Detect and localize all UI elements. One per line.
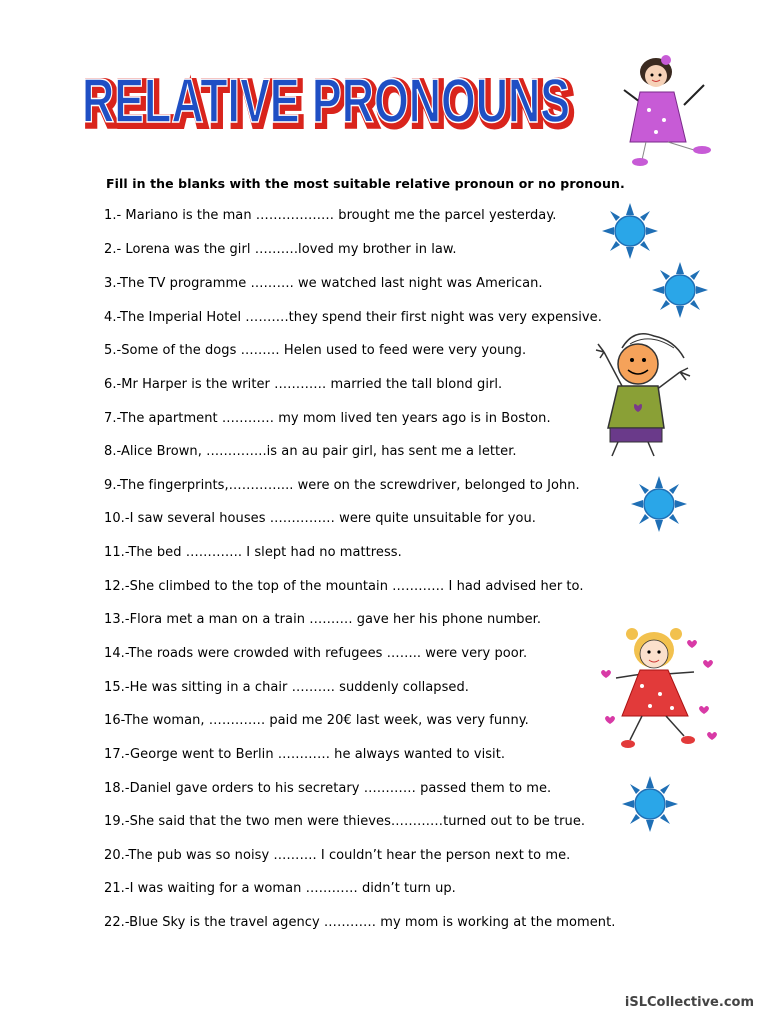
exercise-item: 13.-Flora met a man on a train ………. gave her his phone number. [104,612,542,627]
sun-icon [631,476,687,532]
exercise-item: 9.-The fingerprints,…………... were on the screwdriver, belonged to John. [104,478,580,493]
exercise-item: 15.-He was sitting in a chair ………. suddenly collapsed. [104,680,469,695]
exercise-item: 4.-The Imperial Hotel ……….they spend their first night was very expensive. [104,310,602,325]
exercise-item: 12.-She climbed to the top of the mountain ………… I had advised her to. [104,579,584,594]
exercise-item: 10.-I saw several houses …………… were quite unsuitable for you. [104,511,536,526]
exercise-item: 18.-Daniel gave orders to his secretary ………… passed them to me. [104,781,552,796]
girl-red-dress-hearts-illustration [596,622,722,754]
exercise-item: 16-The woman, …………. paid me 20€ last week, was very funny. [104,713,529,728]
title-text-front: RELATIVE PRONOUNS [82,67,570,136]
exercise-item: 6.-Mr Harper is the writer ………… married the tall blond girl. [104,377,503,392]
sun-icon [602,203,658,259]
exercise-item: 2.- Lorena was the girl ……….loved my brother in law. [104,242,457,257]
worksheet-title [76,52,576,138]
exercise-item: 14.-The roads were crowded with refugees …….. were very poor. [104,646,528,661]
title-text: RELATIVE PRONOUNS [85,70,573,138]
exercise-item: 17.-George went to Berlin ………… he always wanted to visit. [104,747,506,762]
instructions-text: Fill in the blanks with the most suitable relative pronoun or no pronoun. [106,176,625,191]
girl-purple-dress-illustration [604,50,724,170]
exercise-item: 21.-I was waiting for a woman ………… didn’t turn up. [104,881,456,896]
site-watermark: iSLCollective.com [624,995,754,1010]
exercise-item: 8.-Alice Brown, …………..is an au pair girl, has sent me a letter. [104,444,517,459]
exercise-item: 7.-The apartment ………… my mom lived ten years ago is in Boston. [104,411,551,426]
boy-green-shirt-illustration [594,328,694,458]
exercise-item: 3.-The TV programme ………. we watched last night was American. [104,276,543,291]
exercise-item: 1.- Mariano is the man ……………… brought me the parcel yesterday. [104,208,557,223]
exercise-item: 5.-Some of the dogs ……… Helen used to feed were very young. [104,343,527,358]
exercise-item: 19.-She said that the two men were thieves…………turned out to be true. [104,814,586,829]
sun-icon [622,776,678,832]
exercise-item: 20.-The pub was so noisy ………. I couldn’t hear the person next to me. [104,848,571,863]
sun-icon [652,262,708,318]
exercise-item: 11.-The bed …………. I slept had no mattress. [104,545,402,560]
exercise-item: 22.-Blue Sky is the travel agency ………… my mom is working at the moment. [104,915,616,930]
